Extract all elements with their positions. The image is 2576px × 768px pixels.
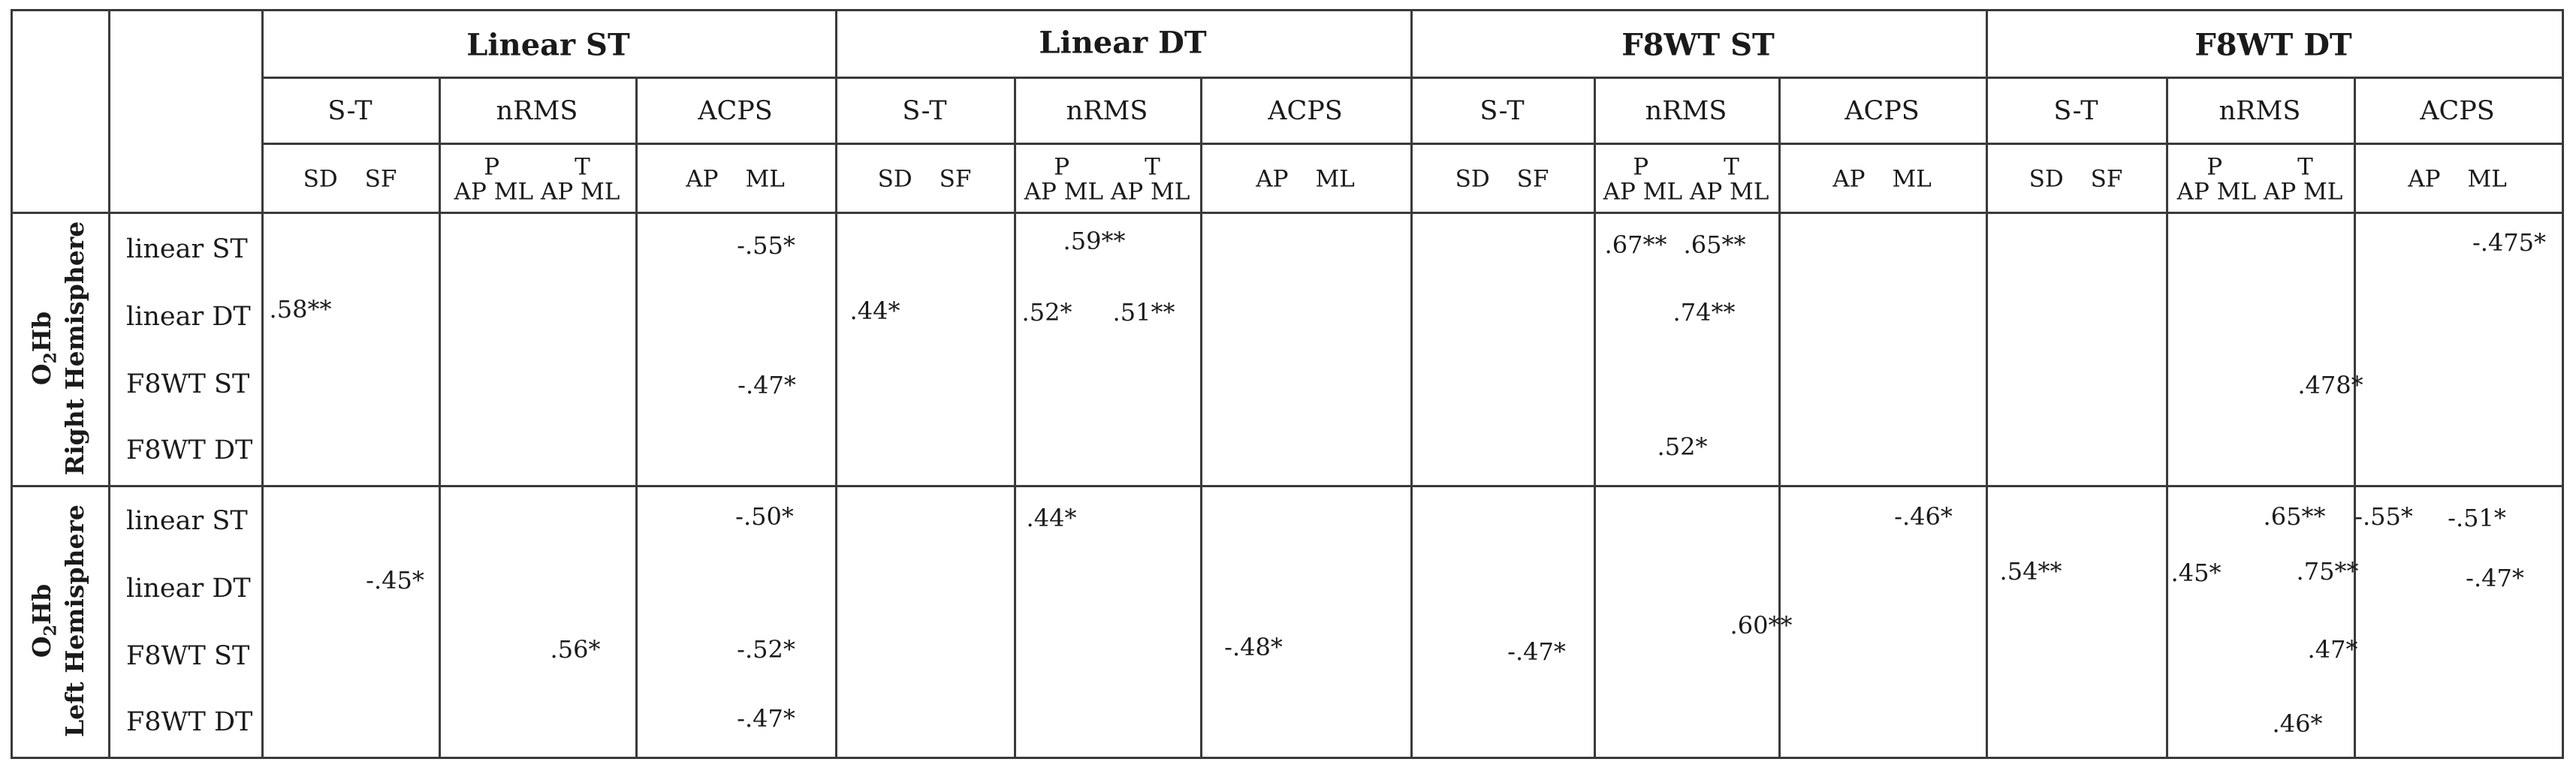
row-label: F8WT ST — [126, 369, 250, 399]
row-label: linear ST — [126, 506, 248, 536]
cell-value: .51** — [1112, 298, 1175, 327]
table-rule-measure — [2166, 78, 2168, 758]
table-rule-top — [11, 9, 2564, 11]
section-label-left-hemisphere: $O_2Hb$ Left Hemisphere — [27, 504, 89, 737]
st-subheader: SD SF — [1455, 165, 1549, 193]
nrms-subheader: P T AP ML AP ML — [454, 153, 620, 205]
group-header: F8WT ST — [1621, 27, 1775, 63]
measure-header: S-T — [327, 96, 373, 126]
cell-value: .44* — [849, 297, 900, 325]
table-rule-group-4 — [1986, 9, 1988, 758]
cell-value: .58** — [269, 295, 332, 324]
cell-value: -.47* — [737, 704, 795, 733]
row-label: F8WT DT — [126, 707, 253, 737]
measure-header: ACPS — [1268, 96, 1343, 126]
row-label: F8WT ST — [126, 641, 250, 671]
cell-value: -.50* — [735, 502, 794, 531]
cell-value: -.45* — [366, 566, 424, 595]
measure-header: nRMS — [496, 96, 578, 126]
acps-subheader: AP ML — [1256, 165, 1355, 193]
cell-value: -.475* — [2472, 228, 2547, 257]
table-rule-measure — [1778, 78, 1781, 758]
cell-value: .67** — [1604, 230, 1667, 259]
correlation-table — [11, 9, 2564, 758]
group-header: F8WT DT — [2194, 27, 2352, 63]
table-rule-group-3 — [1410, 9, 1413, 758]
cell-value: -.51* — [2448, 504, 2506, 532]
row-label: linear DT — [126, 302, 251, 332]
measure-header: S-T — [902, 96, 947, 126]
cell-value: .60** — [1730, 611, 1793, 640]
table-rule-measure — [439, 78, 441, 758]
cell-value: -.47* — [1507, 637, 1566, 666]
measure-header: nRMS — [1066, 96, 1148, 126]
table-rule-measure — [1200, 78, 1202, 758]
measure-header: S-T — [2053, 96, 2098, 126]
cell-value: -.55* — [2354, 502, 2413, 531]
table-rule-group-2 — [835, 9, 837, 758]
cell-value: -.47* — [738, 371, 796, 399]
row-label: linear ST — [126, 234, 248, 264]
acps-subheader: AP ML — [686, 165, 785, 193]
cell-value: .478* — [2297, 371, 2363, 399]
cell-value: .59** — [1063, 227, 1126, 255]
table-rule-measure — [1014, 78, 1016, 758]
table-rule-left — [11, 9, 13, 758]
group-header: Linear ST — [466, 27, 630, 63]
cell-value: .65** — [1683, 230, 1746, 259]
measure-header: ACPS — [2420, 96, 2495, 126]
st-subheader: SD SF — [877, 165, 972, 193]
cell-value: .65** — [2263, 502, 2326, 531]
measure-header: ACPS — [1845, 96, 1920, 126]
group-header: Linear DT — [1039, 25, 1207, 61]
measure-header: nRMS — [2219, 96, 2301, 126]
table-rule-data-start — [261, 9, 264, 758]
cell-value: .52* — [1021, 298, 1072, 327]
cell-value: .56* — [550, 635, 601, 664]
acps-subheader: AP ML — [2408, 165, 2507, 193]
table-rule-measure — [261, 143, 2564, 145]
cell-value: -.47* — [2466, 564, 2524, 592]
cell-value: .46* — [2272, 709, 2323, 738]
cell-value: .75** — [2296, 557, 2359, 586]
cell-value: .74** — [1673, 298, 1736, 327]
table-rule-bottom — [11, 757, 2564, 759]
cell-value: .52* — [1657, 432, 1708, 461]
cell-value: .44* — [1026, 504, 1077, 532]
cell-value: -.48* — [1224, 633, 1283, 661]
cell-value: -.46* — [1894, 502, 1953, 531]
table-rule-measure — [1594, 78, 1596, 758]
measure-header: S-T — [1480, 96, 1525, 126]
table-rule-group — [261, 77, 2564, 79]
row-label: linear DT — [126, 574, 251, 604]
acps-subheader: AP ML — [1832, 165, 1932, 193]
row-label: F8WT DT — [126, 435, 253, 465]
cell-value: -.52* — [737, 635, 795, 664]
table-rule-right — [2562, 9, 2564, 758]
st-subheader: SD SF — [303, 165, 397, 193]
nrms-subheader: P T AP ML AP ML — [1024, 153, 1190, 205]
measure-header: ACPS — [698, 96, 773, 126]
table-rule-header-bottom — [11, 212, 2564, 214]
cell-value: -.55* — [737, 231, 795, 260]
nrms-subheader: P T AP ML AP ML — [1603, 153, 1769, 205]
st-subheader: SD SF — [2029, 165, 2123, 193]
cell-value: .54** — [1999, 557, 2062, 586]
table-rule-measure — [635, 78, 638, 758]
section-label-right-hemisphere: $O_2Hb$ Right Hemisphere — [27, 221, 89, 476]
cell-value: .45* — [2170, 559, 2222, 587]
nrms-subheader: P T AP ML AP ML — [2176, 153, 2343, 205]
table-rule-section — [11, 485, 2564, 487]
table-rule-row-labels — [108, 9, 110, 758]
cell-value: .47* — [2307, 635, 2358, 664]
measure-header: nRMS — [1645, 96, 1727, 126]
